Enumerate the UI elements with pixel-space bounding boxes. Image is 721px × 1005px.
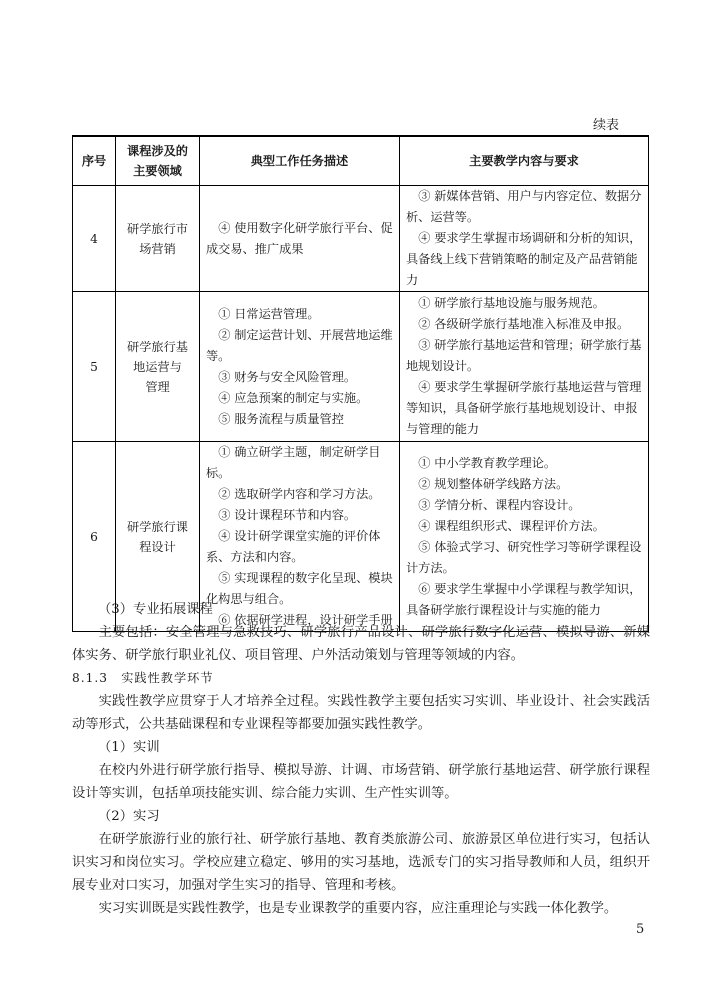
domain-line: 研学旅行基: [127, 339, 188, 354]
row-content: [400, 292, 649, 442]
domain-line: 地运营与: [133, 359, 182, 374]
section-heading-practice: 8.1.3 实践性教学环节: [72, 671, 214, 685]
task-item: ⑤ 服务流程与质量管控: [218, 411, 344, 426]
task-item: ③ 财务与安全风险管理。: [218, 369, 357, 384]
subsection-heading-internship: （2）实习: [98, 809, 160, 824]
task-item: ④ 使用数字化研学旅行平台、促成交易、推广成果: [206, 220, 393, 256]
body-text: [72, 598, 650, 920]
header-domain: [116, 136, 200, 186]
content-item: ① 研学旅行基地设施与服务规范。: [418, 296, 605, 310]
task-item: ④ 设计研学课堂实施的评价体系、方法和内容。: [206, 529, 381, 564]
content-item: ③ 新媒体营销、用户与内容定位、数据分析、运营等。: [406, 189, 642, 224]
row-number: 5: [73, 292, 116, 442]
paragraph-expand: 主要包括：安全管理与急救技巧、研学旅行产品设计、研学旅行数字化运营、模拟导游、新媒体实务、研学旅行职业礼仪、项目管理、户外活动策划与管理等领域的内容。: [72, 625, 650, 663]
header-domain-line1: 课程涉及的: [127, 144, 188, 158]
task-item: ② 制定运营计划、开展营地运维等。: [206, 327, 393, 363]
content-item: ④ 要求学生掌握市场调研和分析的知识，具备线上线下营销策略的制定及产品营销能力: [406, 231, 642, 287]
header-tasks: 典型工作任务描述: [200, 136, 400, 186]
task-item: ② 选取研学内容和学习方法。: [218, 487, 381, 501]
row-number: 6: [73, 442, 116, 632]
content-item: ⑤ 体验式学习、研究性学习等研学课程设计方法。: [406, 539, 642, 575]
task-item: ⑥ 依据研学进程，设计研学手册: [218, 613, 393, 627]
domain-line: 场营销: [139, 241, 176, 256]
domain-line: 管理: [145, 379, 170, 394]
subsection-heading-training: （1）实训: [98, 740, 160, 755]
paragraph-practice: 实践性教学应贯穿于人才培养全过程。实践性教学主要包括实习实训、毕业设计、社会实践活动等形式，公共基础课程和专业课程等都要加强实践性教学。: [72, 694, 650, 732]
task-item: ④ 应急预案的制定与实施。: [218, 390, 369, 405]
task-item: ① 日常运营管理。: [218, 306, 320, 321]
row-content: [400, 186, 649, 292]
curriculum-table: [72, 135, 649, 632]
row-number: 4: [73, 186, 116, 292]
domain-line: 研学旅行市: [127, 221, 188, 236]
domain-line: 研学旅行课: [127, 519, 188, 534]
row-tasks: [200, 186, 400, 292]
content-item: ③ 研学旅行基地运营和管理；研学旅行基地规划设计。: [406, 338, 642, 373]
content-item: ② 规划整体研学线路方法。: [418, 476, 569, 491]
row-domain: [116, 292, 200, 442]
task-item: ⑤ 实现课程的数字化呈现、模块化构思与组合。: [206, 571, 393, 606]
domain-line: 程设计: [139, 539, 176, 554]
page-number: 5: [636, 922, 645, 937]
header-content: 主要教学内容与要求: [400, 136, 649, 186]
task-item: ① 确立研学主题，制定研学目标。: [206, 445, 381, 480]
content-item: ⑥ 要求学生掌握中小学课程与教学知识，具备研学旅行课程设计与实施的能力: [406, 581, 642, 617]
task-item: ③ 设计课程环节和内容。: [218, 508, 357, 522]
content-item: ② 各级研学旅行基地准入标准及申报。: [418, 317, 630, 331]
paragraph-integration: 实习实训既是实践性教学，也是专业课教学的重要内容，应注重理论与实践一体化教学。: [98, 901, 618, 916]
row-tasks: [200, 292, 400, 442]
content-item: ④ 课程组织形式、课程评价方法。: [418, 518, 605, 533]
paragraph-internship: 在研学旅游行业的旅行社、研学旅行基地、教育类旅游公司、旅游景区单位进行实习，包括认识实习和岗位实习。学校应建立稳定、够用的实习基地，选派专门的实习指导教师和人员，组织开展专业对口实习，加强对学生实习的指导、管理和考核。: [72, 832, 650, 893]
header-domain-line2: 主要领域: [133, 164, 182, 178]
content-item: ① 中小学教育教学理论。: [418, 455, 557, 470]
table-row: [73, 186, 649, 292]
table-row: [73, 292, 649, 442]
subsection-heading-expand: （3）专业拓展课程: [98, 602, 213, 617]
content-item: ③ 学情分析、课程内容设计。: [418, 497, 581, 512]
header-num: 序号: [73, 136, 116, 186]
row-domain: [116, 186, 200, 292]
paragraph-training: 在校内外进行研学旅行指导、模拟导游、计调、市场营销、研学旅行基地运营、研学旅行课程设计等实训，包括单项技能实训、综合能力实训、生产性实训等。: [72, 763, 650, 801]
table-header-row: [73, 136, 649, 186]
continued-label: 续表: [592, 118, 619, 133]
content-item: ④ 要求学生掌握研学旅行基地运营与管理等知识，具备研学旅行基地规划设计、申报与管理的能力: [406, 380, 642, 436]
